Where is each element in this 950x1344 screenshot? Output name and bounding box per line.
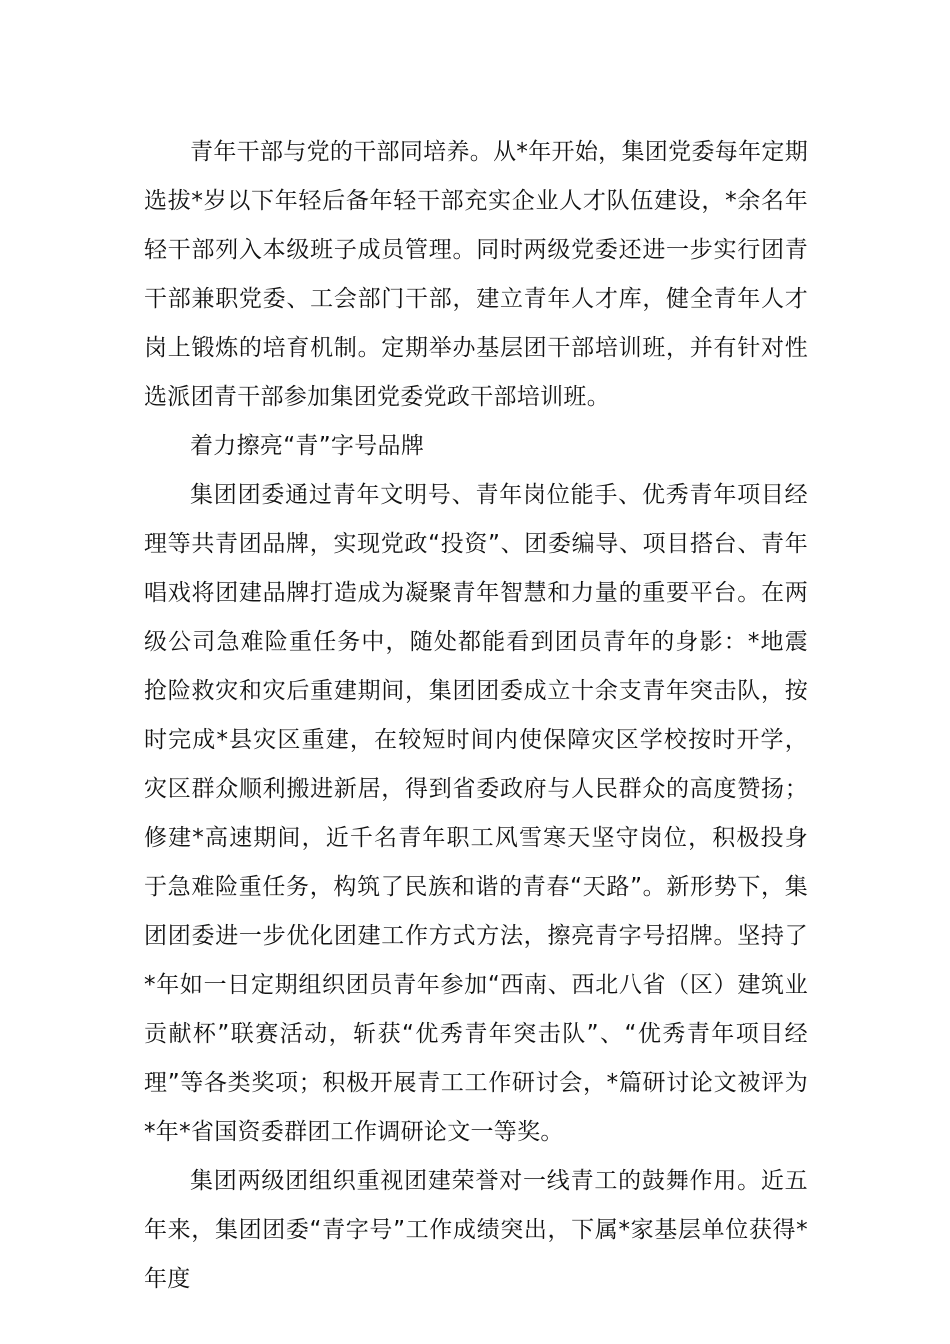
section-heading: 着力擦亮“青”字号品牌: [190, 433, 425, 459]
paragraph-cadre-training: 青年干部与党的干部同培养。从*年开始，集团党委每年定期选拔*岁以下年轻后备年轻干部充实企业人才队伍建设，*余名年轻干部列入本级班子成员管理。同时两级党委还进一步实行团青干部兼职党委、工会部门干部，建立青年人才库，健全青年人才岗上锻炼的培育机制。定期举办基层团干部培训班，并有针对性选派团青干部参加集团党委党政干部培训班。: [144, 139, 808, 410]
document-body: [144, 128, 808, 1304]
paragraph-brand-building: 集团团委通过青年文明号、青年岗位能手、优秀青年项目经理等共青团品牌，实现党政“投资”、团委编导、项目搭台、青年唱戏将团建品牌打造成为凝聚青年智慧和力量的重要平台。在两级公司急难险重任务中，随处都能看到团员青年的身影：*地震抢险救灾和灾后重建期间，集团团委成立十余支青年突击队，按时完成*县灾区重建，在较短时间内使保障灾区学校按时开学，灾区群众顺利搬进新居，得到省委政府与人民群众的高度赞扬；修建*高速期间，近千名青年职工风雪寒天坚守岗位，积极投身于急难险重任务，构筑了民族和谐的青春“天路”。新形势下，集团团委进一步优化团建工作方式方法，擦亮青字号招牌。坚持了*年如一日定期组织团员青年参加“西南、西北八省（区）建筑业贡献杯”联赛活动，斩获“优秀青年突击队”、“优秀青年项目经理”等各类奖项；积极开展青工工作研讨会，*篇研讨论文被评为*年*省国资委群团工作调研论文一等奖。: [144, 482, 808, 1145]
paragraph-honors: 集团两级团组织重视团建荣誉对一线青工的鼓舞作用。近五年来，集团团委“青字号”工作成绩突出，下属*家基层单位获得*年度: [144, 1168, 808, 1292]
